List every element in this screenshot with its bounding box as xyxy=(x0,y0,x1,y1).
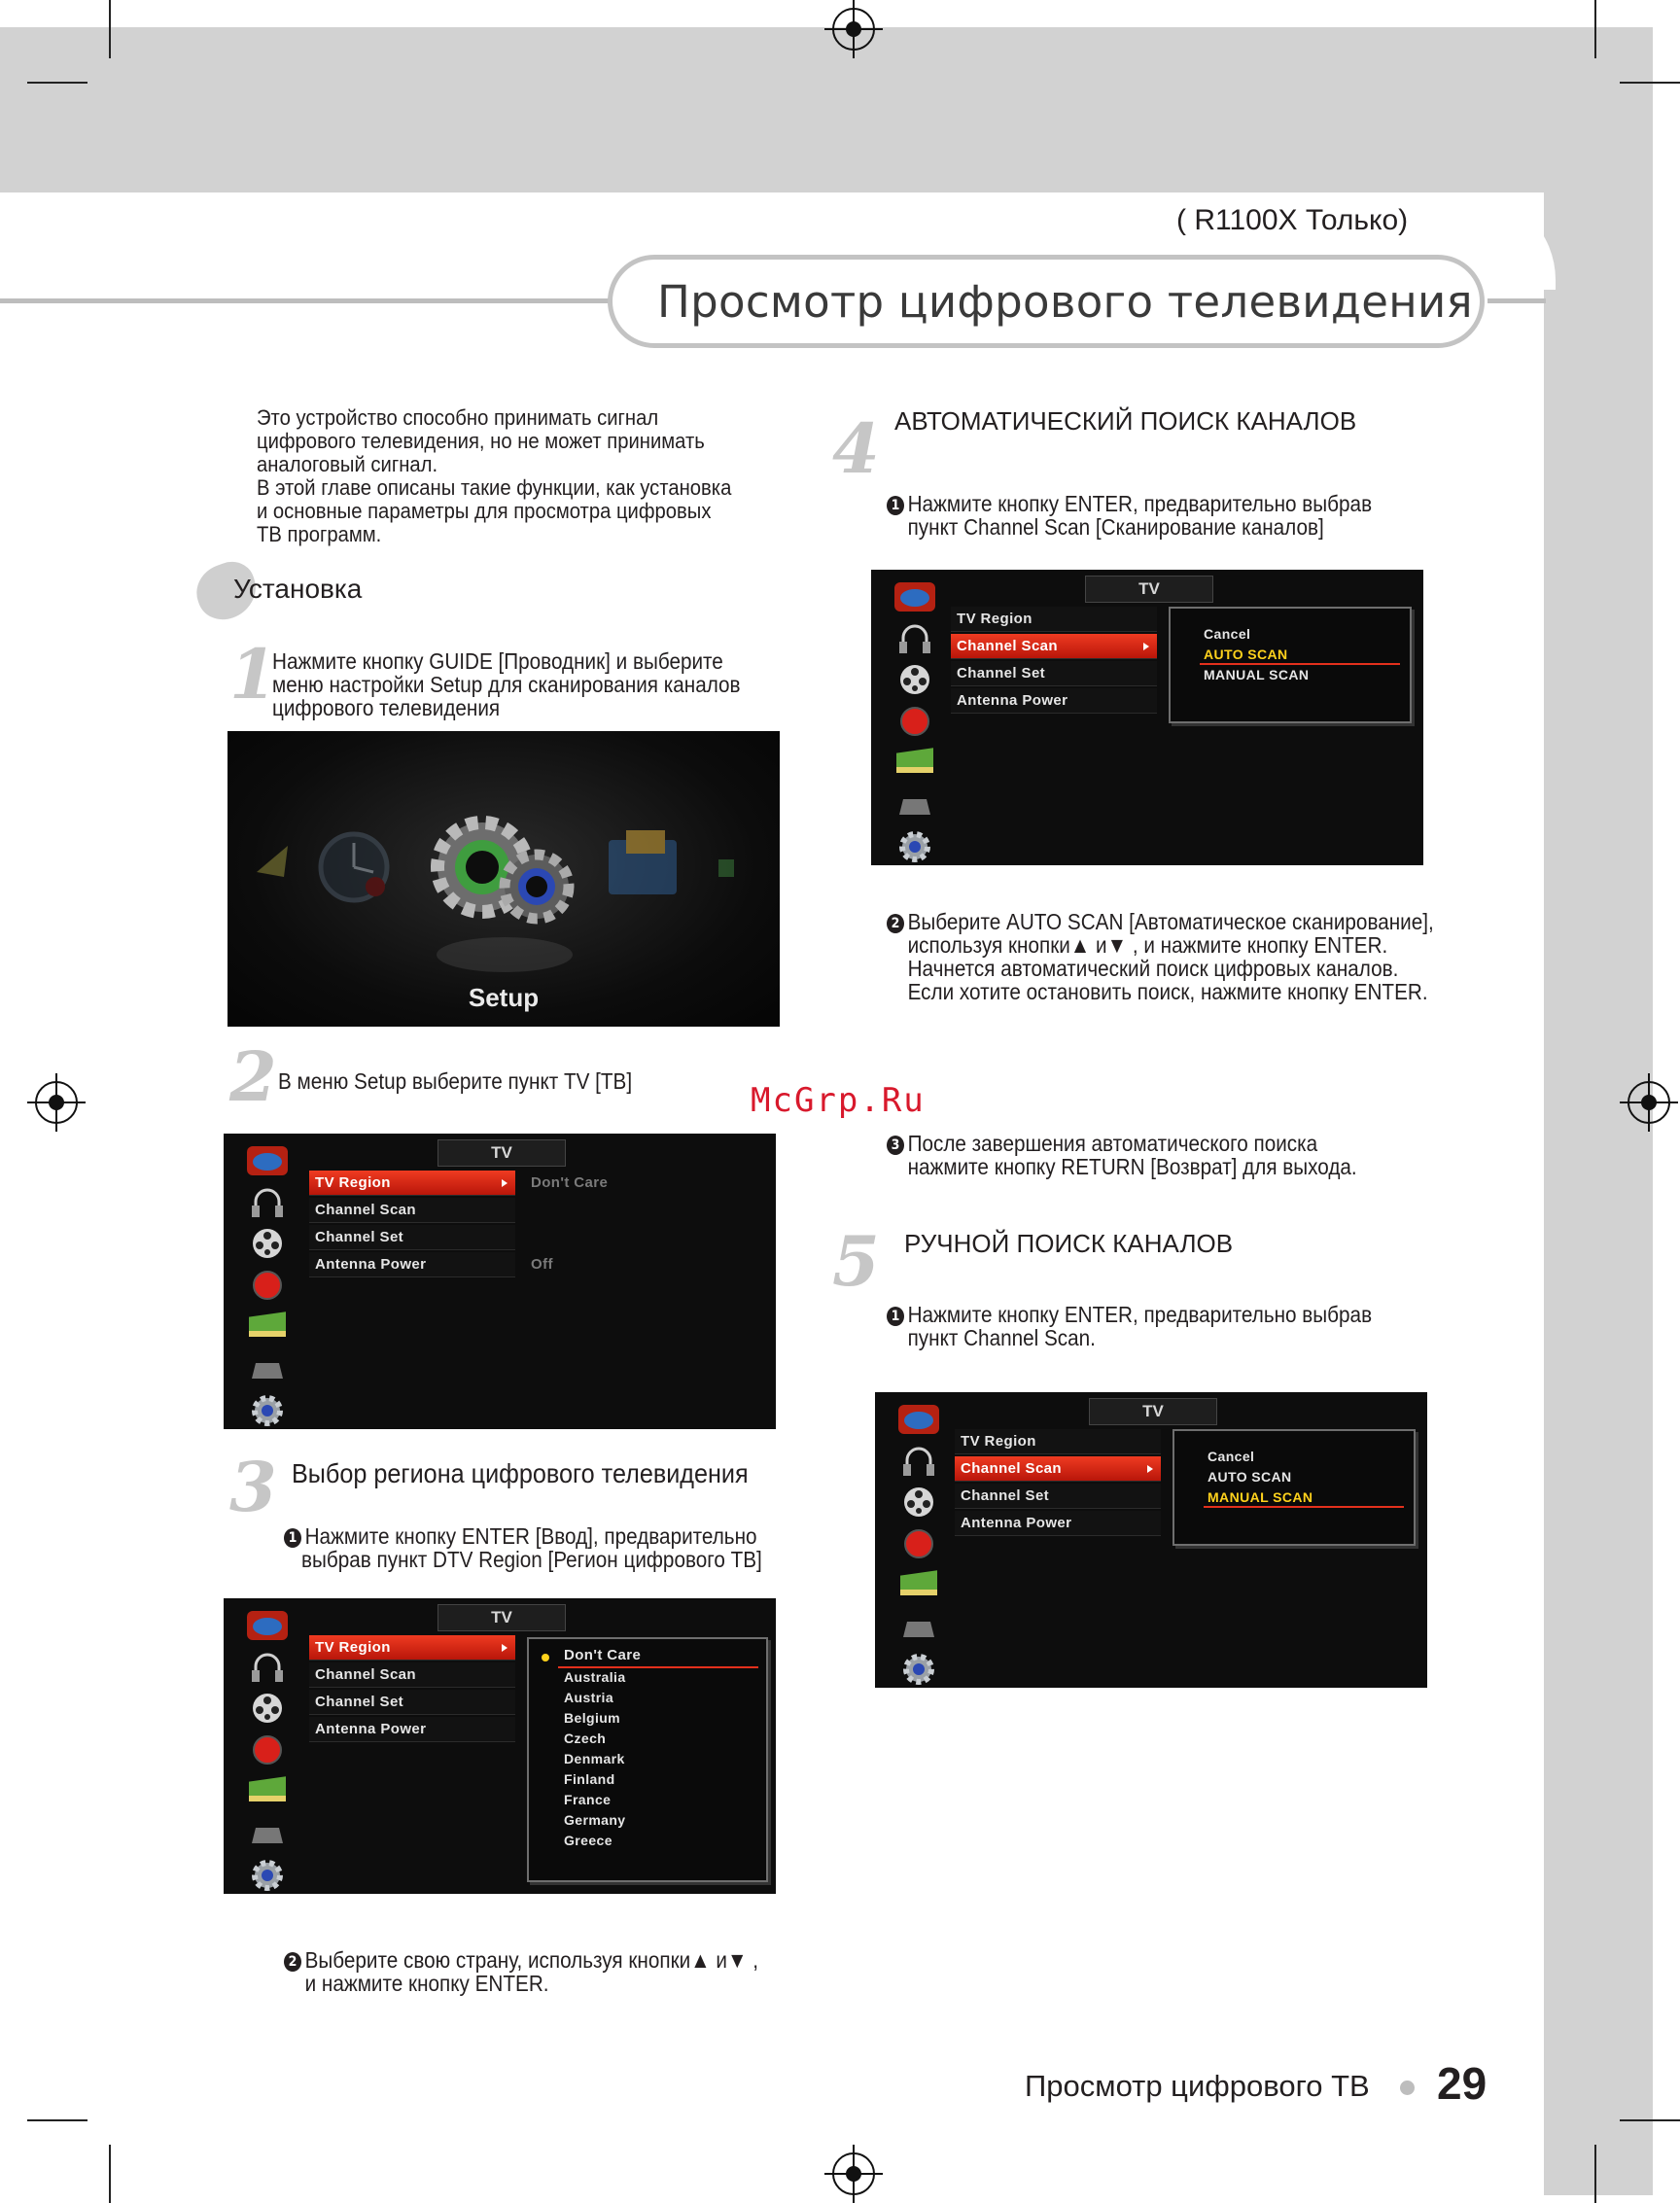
menu-item-channel-set[interactable] xyxy=(951,661,1157,686)
crop-mark xyxy=(1620,82,1680,84)
menu-item-label: TV Region xyxy=(315,1174,391,1191)
menu-item-label: Antenna Power xyxy=(957,692,1068,709)
crop-mark xyxy=(1594,2145,1596,2203)
menu-item-label: Antenna Power xyxy=(315,1721,427,1737)
intro-line: В этой главе описаны такие функции, как установка xyxy=(257,475,732,500)
tv-menu-header: TV xyxy=(438,1604,566,1631)
bullet-number: 1 xyxy=(284,1528,301,1548)
bullet-line: выбрав пункт DTV Region [Регион цифрового ТВ] xyxy=(301,1547,762,1572)
intro-line: цифрового телевидения, но не может принимать xyxy=(257,429,705,453)
step-line: меню настройки Setup для сканирования каналов xyxy=(272,672,741,697)
step-4-bullet-2 xyxy=(887,910,1447,1003)
photo-icon xyxy=(892,745,937,782)
step-4-bullet-1 xyxy=(887,492,1394,539)
region-option[interactable]: Australia xyxy=(564,1669,626,1685)
chevron-right-icon xyxy=(1143,643,1149,650)
step-2-text: В меню Setup выберите пункт TV [ТВ] xyxy=(278,1068,633,1094)
bullet-number: 3 xyxy=(887,1136,904,1155)
region-option[interactable]: Czech xyxy=(564,1731,607,1746)
tv-icon xyxy=(892,577,937,614)
menu-item-label: Channel Scan xyxy=(315,1666,416,1683)
menu-item-label: Antenna Power xyxy=(961,1515,1072,1531)
bullet-number: 2 xyxy=(887,914,904,933)
step-5-title: РУЧНОЙ ПОИСК КАНАЛОВ xyxy=(904,1229,1234,1258)
bullet-line: нажмите кнопку RETURN [Возврат] для выхода. xyxy=(907,1154,1357,1179)
scan-options-popup xyxy=(1169,607,1412,723)
bullet-line: Нажмите кнопку ENTER, предварительно выбрав xyxy=(907,491,1373,516)
menu-item-label: Channel Scan xyxy=(961,1460,1062,1477)
auto-scan-screen xyxy=(871,570,1423,865)
region-option[interactable]: Denmark xyxy=(564,1751,625,1766)
tv-icon xyxy=(245,1141,290,1178)
photo-icon xyxy=(245,1309,290,1346)
crop-mark xyxy=(1620,2119,1680,2121)
footer-section: Просмотр цифрового ТВ xyxy=(1025,2069,1370,2103)
setup-screen-image xyxy=(228,731,780,1027)
menu-icon-column xyxy=(245,1141,292,1429)
step-3-title: Выбор региона цифрового телевидения xyxy=(292,1458,749,1488)
page-number: 29 xyxy=(1437,2058,1488,2109)
menu-item-channel-scan[interactable] xyxy=(955,1456,1161,1482)
scan-options-popup xyxy=(1172,1429,1416,1546)
header-gray-band xyxy=(0,27,1653,192)
menu-item-label: Channel Scan xyxy=(315,1202,416,1218)
selection-underline xyxy=(558,1666,758,1668)
menu-item-label: Channel Set xyxy=(961,1487,1050,1504)
menu-item-label: Channel Set xyxy=(957,665,1046,682)
film-reel-icon xyxy=(892,661,937,698)
bullet-line: Выберите AUTO SCAN [Автоматическое сканирование], xyxy=(907,909,1434,934)
bullet-line: пункт Channel Scan [Сканирование каналов] xyxy=(907,514,1324,540)
display-icon xyxy=(245,1350,290,1387)
title-rule xyxy=(0,298,612,303)
bullet-line: Нажмите кнопку ENTER [Ввод], предварительно xyxy=(304,1523,757,1549)
registration-mark-icon xyxy=(35,1081,78,1124)
antenna-power-value: Off xyxy=(531,1256,553,1273)
arrows-icon xyxy=(257,846,288,877)
bullet-number: 1 xyxy=(887,1307,904,1326)
step-number: 4 xyxy=(832,408,880,489)
bullet-line: пункт Channel Scan. xyxy=(907,1325,1096,1350)
menu-item-antenna-power[interactable] xyxy=(309,1252,515,1277)
menu-icon-column xyxy=(892,577,939,865)
film-reel-icon xyxy=(245,1690,290,1727)
film-reel-icon xyxy=(245,1225,290,1262)
crop-mark xyxy=(109,0,111,58)
bullet-line: После завершения автоматического поиска xyxy=(907,1131,1318,1156)
menu-item-antenna-power[interactable] xyxy=(951,688,1157,714)
headphones-icon xyxy=(896,1442,941,1479)
photo-icon xyxy=(245,1773,290,1810)
step-line: Нажмите кнопку GUIDE [Проводник] и выберите xyxy=(272,648,723,674)
menu-item-label: TV Region xyxy=(957,611,1032,627)
region-option[interactable]: Austria xyxy=(564,1690,614,1705)
menu-item-antenna-power[interactable] xyxy=(309,1717,515,1742)
tv-region-value: Don't Care xyxy=(531,1174,609,1191)
tv-icon xyxy=(245,1606,290,1643)
intro-paragraph xyxy=(257,406,740,546)
tv-menu-header: TV xyxy=(1085,576,1213,603)
settings-icon xyxy=(245,1392,290,1429)
scan-option-cancel[interactable]: Cancel xyxy=(1204,626,1251,642)
headphones-icon xyxy=(245,1648,290,1685)
intro-line: ТВ программ. xyxy=(257,522,382,546)
record-icon xyxy=(892,703,937,740)
menu-item-label: Channel Set xyxy=(315,1229,404,1245)
intro-line: и основные параметры для просмотра цифровых xyxy=(257,499,712,523)
footer-bullet xyxy=(1400,2081,1415,2095)
scan-option-manual[interactable]: MANUAL SCAN xyxy=(1204,667,1310,682)
menu-item-channel-set[interactable] xyxy=(309,1225,515,1250)
bullet-line: Выберите свою страну, используя кнопки▲ и▼ , xyxy=(304,1947,758,1973)
menu-item-label: Channel Scan xyxy=(957,638,1058,654)
region-option[interactable]: Don't Care xyxy=(564,1647,642,1663)
photo-icon xyxy=(896,1567,941,1604)
registration-mark-icon xyxy=(1628,1081,1670,1124)
section-heading: Установка xyxy=(233,574,363,604)
step-4-bullet-3 xyxy=(887,1132,1394,1178)
record-icon xyxy=(896,1525,941,1562)
record-icon xyxy=(245,1267,290,1304)
headphones-icon xyxy=(245,1183,290,1220)
crop-mark xyxy=(109,2145,111,2203)
menu-item-tv-region[interactable] xyxy=(309,1171,515,1196)
selection-underline xyxy=(1200,663,1400,665)
crop-mark xyxy=(1594,0,1596,58)
menu-item-label: Channel Set xyxy=(315,1694,404,1710)
step-4-title: АВТОМАТИЧЕСКИЙ ПОИСК КАНАЛОВ xyxy=(894,406,1357,436)
menu-item-channel-set[interactable] xyxy=(309,1690,515,1715)
scan-option-auto[interactable]: AUTO SCAN xyxy=(1208,1469,1292,1485)
tv-menu-header: TV xyxy=(438,1139,566,1167)
step-line: цифрового телевидения xyxy=(272,695,501,720)
chevron-right-icon xyxy=(502,1179,508,1187)
step-3-bullet-1 xyxy=(284,1524,774,1571)
menu-item-tv-region[interactable] xyxy=(951,607,1157,632)
scan-option-cancel[interactable]: Cancel xyxy=(1208,1449,1255,1464)
step-number: 1 xyxy=(229,634,277,715)
step-5-bullet-1 xyxy=(887,1303,1394,1349)
region-option[interactable]: Germany xyxy=(564,1812,626,1828)
display-icon xyxy=(245,1815,290,1852)
gears-icon xyxy=(438,822,569,919)
region-option[interactable]: Finland xyxy=(564,1771,615,1787)
small-icon xyxy=(718,859,734,877)
title-rule xyxy=(1488,298,1546,303)
scan-option-manual[interactable]: MANUAL SCAN xyxy=(1208,1489,1313,1505)
registration-mark-icon xyxy=(832,8,875,51)
menu-icon-column xyxy=(896,1400,943,1688)
menu-item-antenna-power[interactable] xyxy=(955,1511,1161,1536)
film-reel-icon xyxy=(896,1484,941,1521)
bullet-line: Начнется автоматический поиск цифровых каналов. xyxy=(907,956,1399,981)
watermark: McGrp.Ru xyxy=(751,1081,926,1120)
menu-item-tv-region[interactable] xyxy=(955,1429,1161,1454)
headphones-icon xyxy=(892,619,937,656)
menu-item-label: TV Region xyxy=(315,1639,391,1656)
crop-mark xyxy=(27,82,88,84)
bullet-line: используя кнопки▲ и▼ , и нажмите кнопку ENTER. xyxy=(907,932,1388,958)
chevron-right-icon xyxy=(1147,1465,1153,1473)
step-1-text xyxy=(272,649,745,719)
step-number: 5 xyxy=(832,1221,880,1302)
setup-label: Setup xyxy=(468,983,540,1012)
region-option[interactable]: Greece xyxy=(564,1833,612,1848)
page-title: Просмотр цифрового телевидения xyxy=(657,276,1473,328)
region-option[interactable]: France xyxy=(564,1792,612,1807)
intro-line: Это устройство способно принимать сигнал xyxy=(257,405,659,430)
selection-underline xyxy=(1204,1506,1404,1508)
bullet-line: и нажмите кнопку ENTER. xyxy=(304,1971,549,1996)
tv-menu-screen xyxy=(224,1134,776,1429)
settings-icon xyxy=(245,1857,290,1894)
step-3-bullet-2 xyxy=(284,1948,791,1995)
tv-menu-header: TV xyxy=(1089,1398,1217,1425)
manual-scan-screen xyxy=(875,1392,1427,1688)
tv-region-screen xyxy=(224,1598,776,1894)
bullet-line: Нажмите кнопку ENTER, предварительно выбрав xyxy=(907,1302,1373,1327)
right-gray-band xyxy=(1544,192,1653,2195)
crop-mark xyxy=(27,2119,88,2121)
display-icon xyxy=(892,787,937,823)
menu-item-channel-set[interactable] xyxy=(955,1484,1161,1509)
region-option[interactable]: Belgium xyxy=(564,1710,621,1726)
step-number: 2 xyxy=(229,1036,277,1117)
menu-item-label: TV Region xyxy=(961,1433,1036,1450)
step-number: 3 xyxy=(229,1447,277,1527)
menu-item-channel-scan[interactable] xyxy=(309,1662,515,1688)
menu-icon-column xyxy=(245,1606,292,1894)
chevron-right-icon xyxy=(502,1644,508,1652)
registration-mark-icon xyxy=(832,2152,875,2195)
settings-icon xyxy=(892,828,937,865)
menu-item-channel-scan[interactable] xyxy=(309,1198,515,1223)
settings-icon xyxy=(896,1651,941,1688)
record-icon xyxy=(245,1731,290,1768)
bullet-number: 2 xyxy=(284,1952,301,1972)
scan-option-auto[interactable]: AUTO SCAN xyxy=(1204,647,1288,662)
bullet-number: 1 xyxy=(887,496,904,515)
menu-item-channel-scan[interactable] xyxy=(951,634,1157,659)
menu-item-tv-region[interactable] xyxy=(309,1635,515,1661)
selected-dot-icon xyxy=(541,1653,550,1662)
bullet-line: Если хотите остановить поиск, нажмите кнопку ENTER. xyxy=(907,979,1428,1004)
region-list-popup xyxy=(527,1637,768,1882)
menu-item-label: Antenna Power xyxy=(315,1256,427,1273)
display-icon xyxy=(896,1609,941,1646)
model-note: ( R1100X Только) xyxy=(1176,204,1409,236)
intro-line: аналоговый сигнал. xyxy=(257,452,438,476)
tv-icon xyxy=(896,1400,941,1437)
